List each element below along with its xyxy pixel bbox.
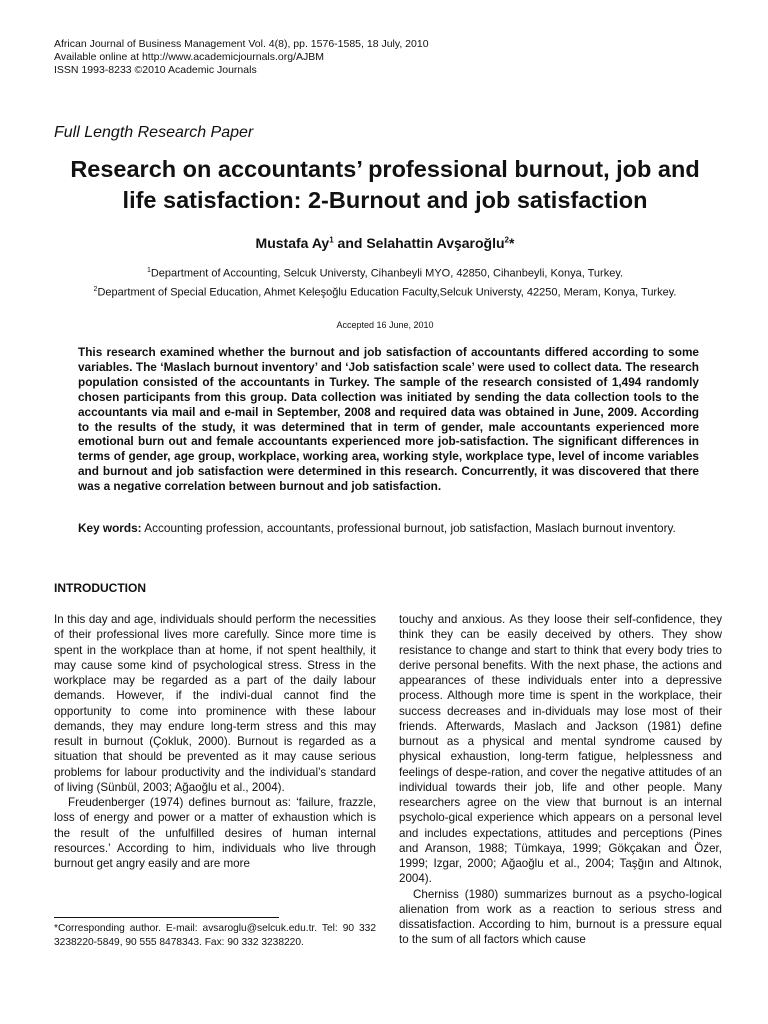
body-column-left [54,612,376,871]
author-conjunction: and [333,235,367,251]
affiliation-2 [60,282,710,301]
author-list [60,235,710,251]
keywords [78,521,699,536]
affiliation-1 [60,263,710,282]
journal-citation: African Journal of Business Management Vol. 4(8), pp. 1576-1585, 18 July, 2010 [54,38,429,50]
footnote-divider [54,917,279,918]
affiliation-text: Department of Special Education, Ahmet Keleşoğlu Education Faculty,Selcuk Universty, 42250, Meram, Konya, Turkey. [97,286,677,299]
author-affiliation-mark: 1 [329,235,334,245]
affiliation-text: Department of Accounting, Selcuk Universty, Cihanbeyli MYO, 42850, Cihanbeyli, Konya, Turkey. [150,267,624,280]
author-affiliation-mark: 2 [504,235,509,245]
journal-url: Available online at http://www.academicjournals.org/AJBM [54,51,325,63]
paragraph: touchy and anxious. As they loose their self-confidence, they think they can be easily deceived by others. They show resistance to change and start to think that every body tries to derive personal benefits. With the next phase, the actions and appearances of these individuals enter into a depressive process. Although more time is spent in the workplace, their success decreases and in-dividuals may lose most of their friends. Afterwards, Maslach and Jackson (1981) define burnout as a physical and mental syndrome caused by physical exhaustion, long-term fatigue, helplessness and feelings of despe-ration, and cover the negative attitudes of an individual towards their job, life and other people. Many researchers agree on the view that burnout is an internal psycholo-gical experience which appears on a personal level and includes expectations, attitudes and perceptions (Pines and Aranson, 1988; Tümkaya, 1999; Gökçakan and Özer, 1999; Izgar, 2000; Ağaoğlu et al., 2004; Taşğın and Altınok, 2004). [399,613,722,886]
affiliation-mark: 1 [146,267,151,274]
author-name: Selahattin Avşaroğlu [366,235,505,251]
journal-header [54,38,429,77]
paragraph: Cherniss (1980) summarizes burnout as a psycho-logical alienation from work as a reaction to serious stress and dissatisfaction. According to him, burnout is a pressure equal to the sum of all factors which cause [399,887,722,947]
keywords-text: Accounting profession, accountants, professional burnout, job satisfaction, Maslach burnout inventory. [141,521,676,535]
body-column-right [399,612,722,948]
journal-issn: ISSN 1993-8233 ©2010 Academic Journals [54,64,257,76]
paper-type: Full Length Research Paper [54,124,254,141]
affiliations [60,263,710,300]
author-name: Mustafa Ay [255,235,330,251]
affiliation-mark: 2 [93,285,98,293]
paper-title: Research on accountants’ professional burnout, job and life satisfaction: 2-Burnout and job satisfaction [70,156,700,213]
paragraph: In this day and age, individuals should perform the necessities of their professional lives more carefully. Since more time is spent in the workplace than at home, if not spent healthily, it may cause some kind of psychological stress. Stress in the workplace may be regarded as a part of the daily labour demands. However, if the indivi-dual cannot find the opportunity to come into prominence with these labour demands, they may endure long-term stress and this may result in burnout (Çokluk, 2000). Burnout is regarded as a situation that should be prevented as it may cause serious problems for labour productivity and the individual’s standard of living (Sünbül, 2003; Ağaoğlu et al., 2004). [54,613,376,794]
abstract: This research examined whether the burnout and job satisfaction of accountants differed according to some variables. The ‘Maslach burnout inventory’ and ‘Job satisfaction scale’ were used to collect data. The research population consisted of the accountants in Turkey. The sample of the research consisted of 1,494 randomly chosen participants from this group. Data collection was initiated by sending the data collection tools to the accountants via mail and e-mail in September, 2008 and required data was obtained in June, 2009. According to the results of the study, it was determined that in term of gender, male accountants experienced more emotional burn out and female accountants experienced more job-satisfaction. The significant differences in terms of gender, age group, workplace, working area, working style, workplace type, level of income variables and burnout and job satisfaction were determined in this research. Concurrently, it was discovered that there was a negative correlation between burnout and job satisfaction. [78,345,699,494]
section-heading: INTRODUCTION [54,581,146,595]
paragraph: Freudenberger (1974) defines burnout as: ‘failure, frazzle, loss of energy and power or a matter of exhaustion which is the result of the unfulfilled desires of human internal resources.’ According to him, individuals who live through burnout get angry easily and are more [54,796,376,870]
corresponding-author-footnote: *Corresponding author. E-mail: avsaroglu@selcuk.edu.tr. Tel: 90 332 3238220-5849, 90 555 8478343. Fax: 90 332 3238220. [54,923,376,948]
accepted-date: Accepted 16 June, 2010 [336,320,434,330]
keywords-label: Key words: [78,521,142,535]
corresponding-mark: * [509,235,515,251]
